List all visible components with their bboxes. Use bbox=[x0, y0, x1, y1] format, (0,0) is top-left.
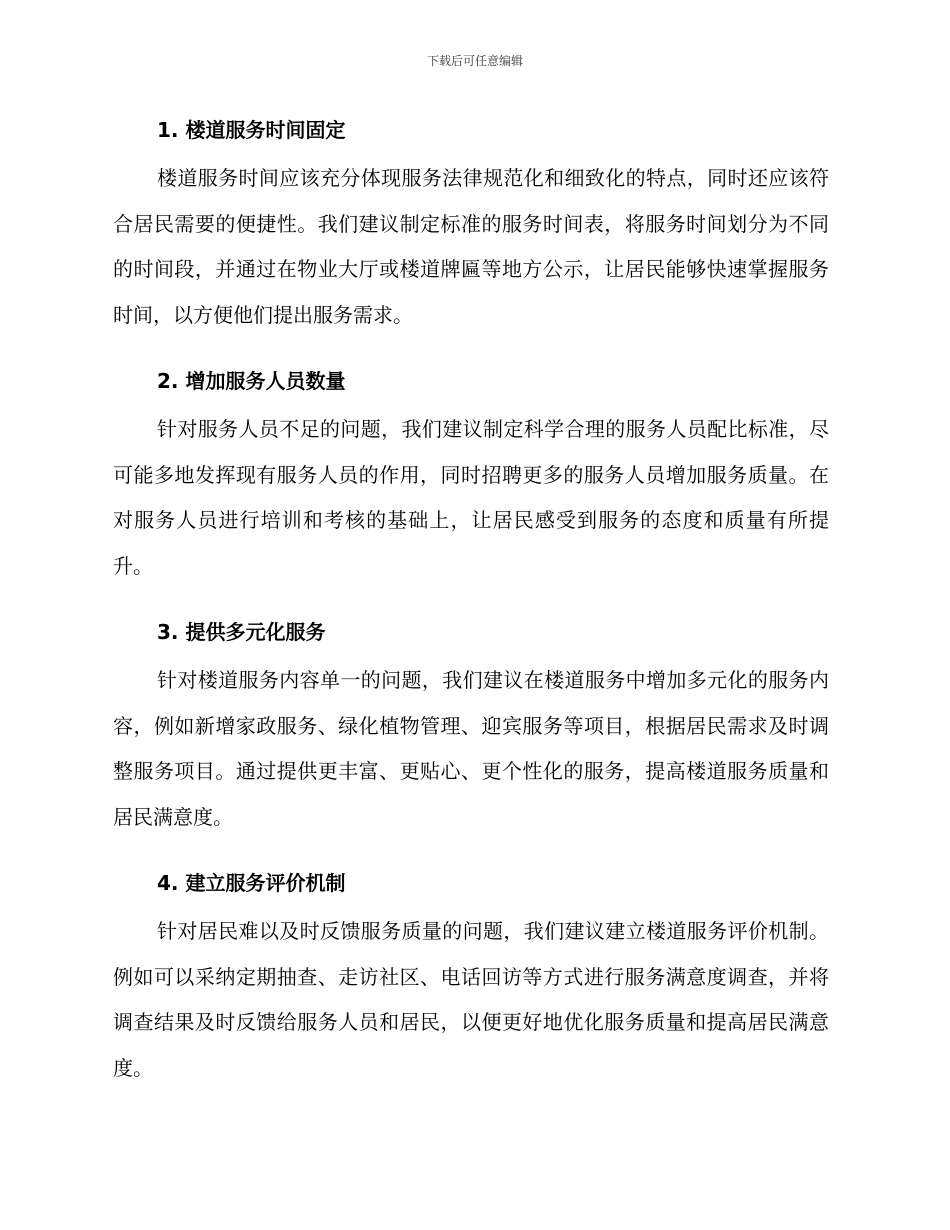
section-2 bbox=[113, 361, 829, 589]
section-paragraph: 针对居民难以及时反馈服务质量的问题，我们建议建立楼道服务评价机制。例如可以采纳定期抽查、走访社区、电话回访等方式进行服务满意度调查，并将调查结果及时反馈给服务人员和居民，以便更好地优化服务质量和提高居民满意度。 bbox=[113, 919, 829, 1080]
section-paragraph: 楼道服务时间应该充分体现服务法律规范化和细致化的特点，同时还应该符合居民需要的便捷性。我们建议制定标准的服务时间表，将服务时间划分为不同的时间段，并通过在物业大厅或楼道牌匾等地方公示，让居民能够快速掌握服务时间，以方便他们提出服务需求。 bbox=[113, 166, 829, 327]
section-1 bbox=[113, 110, 829, 338]
section-3 bbox=[113, 612, 829, 840]
section-heading: 3. 提供多元化服务 bbox=[157, 620, 326, 644]
document-body bbox=[113, 110, 829, 1114]
page-header: 下载后可任意编辑 bbox=[426, 54, 523, 68]
section-4 bbox=[113, 863, 829, 1091]
section-heading: 2. 增加服务人员数量 bbox=[157, 369, 346, 393]
section-paragraph: 针对楼道服务内容单一的问题，我们建议在楼道服务中增加多元化的服务内容，例如新增家政服务、绿化植物管理、迎宾服务等项目，根据居民需求及时调整服务项目。通过提供更丰富、更贴心、更个性化的服务，提高楼道服务质量和居民满意度。 bbox=[113, 668, 829, 829]
section-paragraph: 针对服务人员不足的问题，我们建议制定科学合理的服务人员配比标准，尽可能多地发挥现有服务人员的作用，同时招聘更多的服务人员增加服务质量。在对服务人员进行培训和考核的基础上，让居民感受到服务的态度和质量有所提升。 bbox=[113, 417, 829, 578]
section-heading: 1. 楼道服务时间固定 bbox=[157, 118, 346, 142]
section-heading: 4. 建立服务评价机制 bbox=[157, 871, 346, 895]
